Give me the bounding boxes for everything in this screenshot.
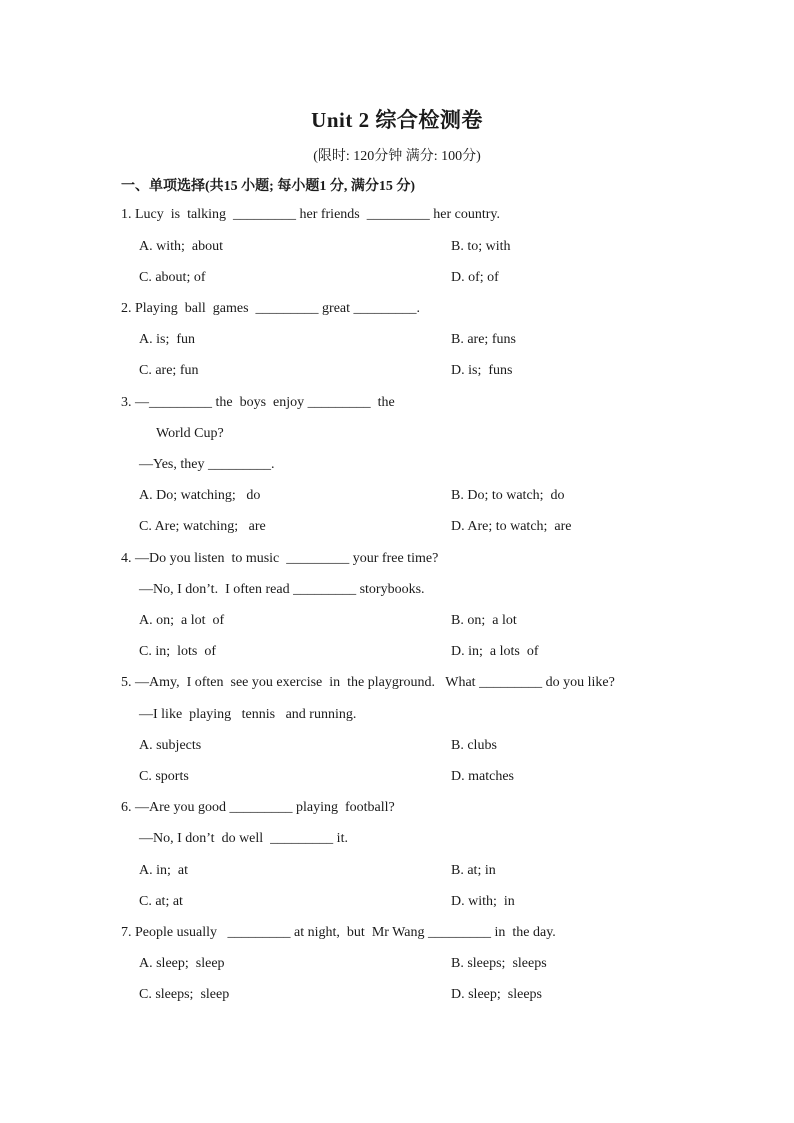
- question-6-option-c: C. at; at: [139, 894, 183, 909]
- question-6-option-a: A. in; at: [139, 863, 188, 878]
- question-5-option-c: C. sports: [139, 769, 189, 784]
- question-3-option-b: B. Do; to watch; do: [451, 488, 565, 503]
- question-2-option-c: C. are; fun: [139, 363, 199, 378]
- question-1-option-b: B. to; with: [451, 239, 511, 254]
- question-6-stem: 6. —Are you good _________ playing football?: [121, 800, 395, 815]
- question-1-stem: 1. Lucy is talking _________ her friends _________ her country.: [121, 207, 500, 222]
- question-3-option-a: A. Do; watching; do: [139, 488, 261, 503]
- page-title: Unit 2 综合检测卷: [311, 108, 483, 132]
- question-2-option-a: A. is; fun: [139, 332, 195, 347]
- question-7-stem: 7. People usually _________ at night, but Mr Wang _________ in the day.: [121, 925, 556, 940]
- question-6-option-b: B. at; in: [451, 863, 496, 878]
- question-3-option-d: D. Are; to watch; are: [451, 519, 572, 534]
- question-2-option-d: D. is; funs: [451, 363, 513, 378]
- question-3-stem-continued: World Cup?: [156, 426, 224, 441]
- question-4-response: —No, I don’t. I often read _________ storybooks.: [139, 582, 425, 597]
- question-5-response: —I like playing tennis and running.: [139, 707, 357, 722]
- question-3-response: —Yes, they _________.: [139, 457, 275, 472]
- question-5-stem: 5. —Amy, I often see you exercise in the playground. What _________ do you like?: [121, 675, 615, 690]
- question-4-option-d: D. in; a lots of: [451, 644, 539, 659]
- question-5-option-b: B. clubs: [451, 738, 497, 753]
- question-3-option-c: C. Are; watching; are: [139, 519, 266, 534]
- question-6-response: —No, I don’t do well _________ it.: [139, 831, 348, 846]
- question-4-stem: 4. —Do you listen to music _________ your free time?: [121, 551, 439, 566]
- question-5-option-d: D. matches: [451, 769, 514, 784]
- question-4-option-a: A. on; a lot of: [139, 613, 225, 628]
- question-2-stem: 2. Playing ball games _________ great _________.: [121, 301, 421, 316]
- question-1-option-a: A. with; about: [139, 239, 223, 254]
- question-4-option-c: C. in; lots of: [139, 644, 217, 659]
- question-5-option-a: A. subjects: [139, 738, 202, 753]
- question-2-option-b: B. are; funs: [451, 332, 516, 347]
- section-heading: 一、单项选择(共15 小题; 每小题1 分, 满分15 分): [121, 179, 415, 194]
- question-7-option-a: A. sleep; sleep: [139, 956, 225, 971]
- question-7-option-c: C. sleeps; sleep: [139, 987, 230, 1002]
- question-6-option-d: D. with; in: [451, 894, 515, 909]
- question-4-option-b: B. on; a lot: [451, 613, 517, 628]
- question-1-option-d: D. of; of: [451, 270, 499, 285]
- question-1-option-c: C. about; of: [139, 270, 206, 285]
- question-3-stem: 3. —_________ the boys enjoy _________ the: [121, 395, 395, 410]
- time-and-score-info: (限时: 120分钟 满分: 100分): [313, 149, 481, 164]
- question-7-option-d: D. sleep; sleeps: [451, 987, 542, 1002]
- question-7-option-b: B. sleeps; sleeps: [451, 956, 547, 971]
